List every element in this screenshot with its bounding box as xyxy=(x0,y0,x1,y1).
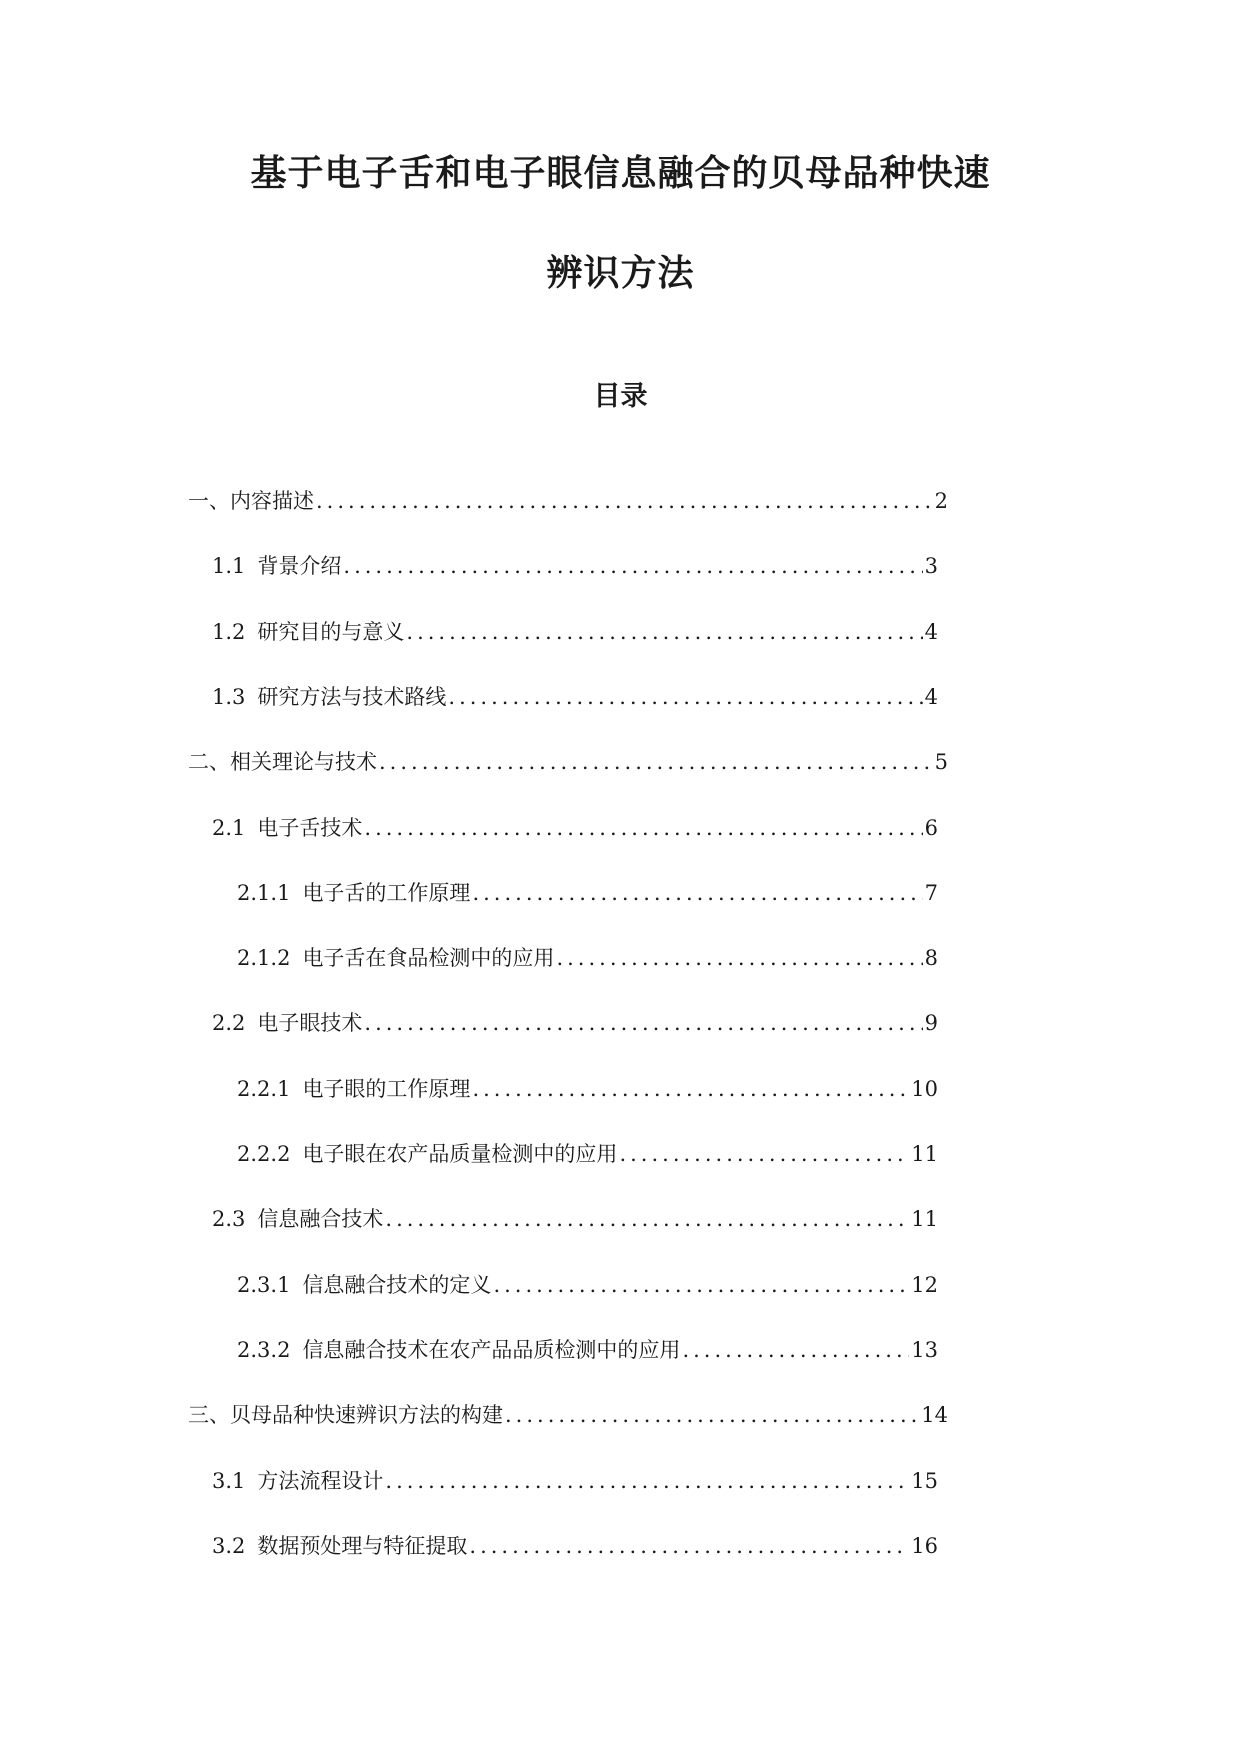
toc-entry[interactable] xyxy=(212,553,938,579)
toc-entry-page-number: 12 xyxy=(911,1273,938,1297)
toc-entry-label: 研究方法与技术路线 xyxy=(257,685,447,709)
toc-entry-number: 2.3.1 xyxy=(237,1273,291,1297)
toc-entry[interactable] xyxy=(212,1533,938,1559)
document-title-line-2: 辨识方法 xyxy=(546,252,695,294)
toc-entry[interactable] xyxy=(237,945,938,971)
toc-entry[interactable] xyxy=(212,1468,938,1494)
toc-entry[interactable] xyxy=(188,749,948,775)
toc-entry-page-number: 4 xyxy=(924,620,938,644)
toc-entry-label: 电子眼在农产品质量检测中的应用 xyxy=(302,1142,618,1166)
toc-entry-number: 2.3.2 xyxy=(237,1338,291,1362)
toc-entry-page-number: 2 xyxy=(934,489,948,513)
toc-entry-number: 2.3 xyxy=(212,1207,246,1231)
toc-leader-dots xyxy=(343,553,922,579)
toc-entry-page-number: 3 xyxy=(924,554,938,578)
toc-entry-label: 一、内容描述 xyxy=(188,489,314,513)
toc-leader-dots xyxy=(472,880,922,906)
toc-entry-page-number: 4 xyxy=(924,685,938,709)
toc-entry[interactable] xyxy=(237,880,938,906)
toc-entry-page-number: 10 xyxy=(911,1077,938,1101)
toc-entry-label: 研究目的与意义 xyxy=(257,620,405,644)
toc-heading: 目录 xyxy=(593,381,648,412)
toc-entry-number: 2.1.1 xyxy=(237,881,291,905)
toc-entry-label: 方法流程设计 xyxy=(257,1469,384,1493)
toc-entry-label: 电子眼技术 xyxy=(257,1011,363,1035)
toc-leader-dots xyxy=(448,684,922,710)
toc-entry-page-number: 7 xyxy=(924,881,938,905)
toc-leader-dots xyxy=(682,1337,909,1363)
toc-entry-page-number: 6 xyxy=(924,816,938,840)
toc-leader-dots xyxy=(505,1402,919,1428)
toc-leader-dots xyxy=(619,1141,909,1167)
toc-entry-page-number: 13 xyxy=(911,1338,938,1362)
toc-leader-dots xyxy=(472,1076,909,1102)
toc-entry-number: 2.1 xyxy=(212,816,246,840)
toc-leader-dots xyxy=(469,1533,909,1559)
toc-entry-label: 信息融合技术 xyxy=(257,1207,384,1231)
toc-entry-label: 电子眼的工作原理 xyxy=(302,1077,471,1101)
document-title-line-1: 基于电子舌和电子眼信息融合的贝母品种快速 xyxy=(250,152,991,194)
toc-entry-page-number: 9 xyxy=(924,1011,938,1035)
toc-entry-page-number: 16 xyxy=(911,1534,938,1558)
toc-entry-page-number: 8 xyxy=(924,946,938,970)
toc-entry-label: 二、相关理论与技术 xyxy=(188,750,377,774)
toc-entry-page-number: 11 xyxy=(911,1207,938,1231)
toc-entry-number: 2.1.2 xyxy=(237,946,291,970)
toc-entry-label: 背景介绍 xyxy=(257,554,342,578)
toc-entry-label: 电子舌在食品检测中的应用 xyxy=(302,946,555,970)
toc-entry[interactable] xyxy=(237,1272,938,1298)
toc-entry[interactable] xyxy=(212,684,938,710)
toc-leader-dots xyxy=(379,749,933,775)
toc-entry-label: 电子舌技术 xyxy=(257,816,363,840)
toc-leader-dots xyxy=(316,488,933,514)
toc-entry-number: 2.2 xyxy=(212,1011,246,1035)
toc-leader-dots xyxy=(385,1468,909,1494)
toc-entry[interactable] xyxy=(188,1402,948,1428)
toc-entry[interactable] xyxy=(188,488,948,514)
toc-entry[interactable] xyxy=(237,1141,938,1167)
toc-entry[interactable] xyxy=(212,1010,938,1036)
toc-entry-page-number: 15 xyxy=(911,1469,938,1493)
toc-entry-number: 3.1 xyxy=(212,1469,246,1493)
toc-entry-label: 数据预处理与特征提取 xyxy=(257,1534,468,1558)
toc-entry-number: 3.2 xyxy=(212,1534,246,1558)
toc-leader-dots xyxy=(493,1272,909,1298)
toc-entry[interactable] xyxy=(212,619,938,645)
toc-entry-label: 信息融合技术的定义 xyxy=(302,1273,492,1297)
toc-leader-dots xyxy=(364,1010,922,1036)
toc-leader-dots xyxy=(406,619,922,645)
toc-leader-dots xyxy=(364,815,922,841)
toc-entry[interactable] xyxy=(212,1206,938,1232)
toc-entry-label: 信息融合技术在农产品品质检测中的应用 xyxy=(302,1338,681,1362)
toc-entry-number: 1.2 xyxy=(212,620,246,644)
toc-entry-number: 1.1 xyxy=(212,554,246,578)
toc-entry-number: 1.3 xyxy=(212,685,246,709)
toc-leader-dots xyxy=(385,1206,909,1232)
toc-entry-label: 电子舌的工作原理 xyxy=(302,881,471,905)
toc-entry-page-number: 11 xyxy=(911,1142,938,1166)
toc-entry[interactable] xyxy=(212,815,938,841)
toc-entry-number: 2.2.1 xyxy=(237,1077,291,1101)
toc-entry-page-number: 5 xyxy=(934,750,948,774)
toc-entry-number: 2.2.2 xyxy=(237,1142,291,1166)
toc-leader-dots xyxy=(556,945,922,971)
toc-entry[interactable] xyxy=(237,1076,938,1102)
toc-entry-page-number: 14 xyxy=(921,1403,948,1427)
toc-entry[interactable] xyxy=(237,1337,938,1363)
toc-entry-label: 三、贝母品种快速辨识方法的构建 xyxy=(188,1403,503,1427)
